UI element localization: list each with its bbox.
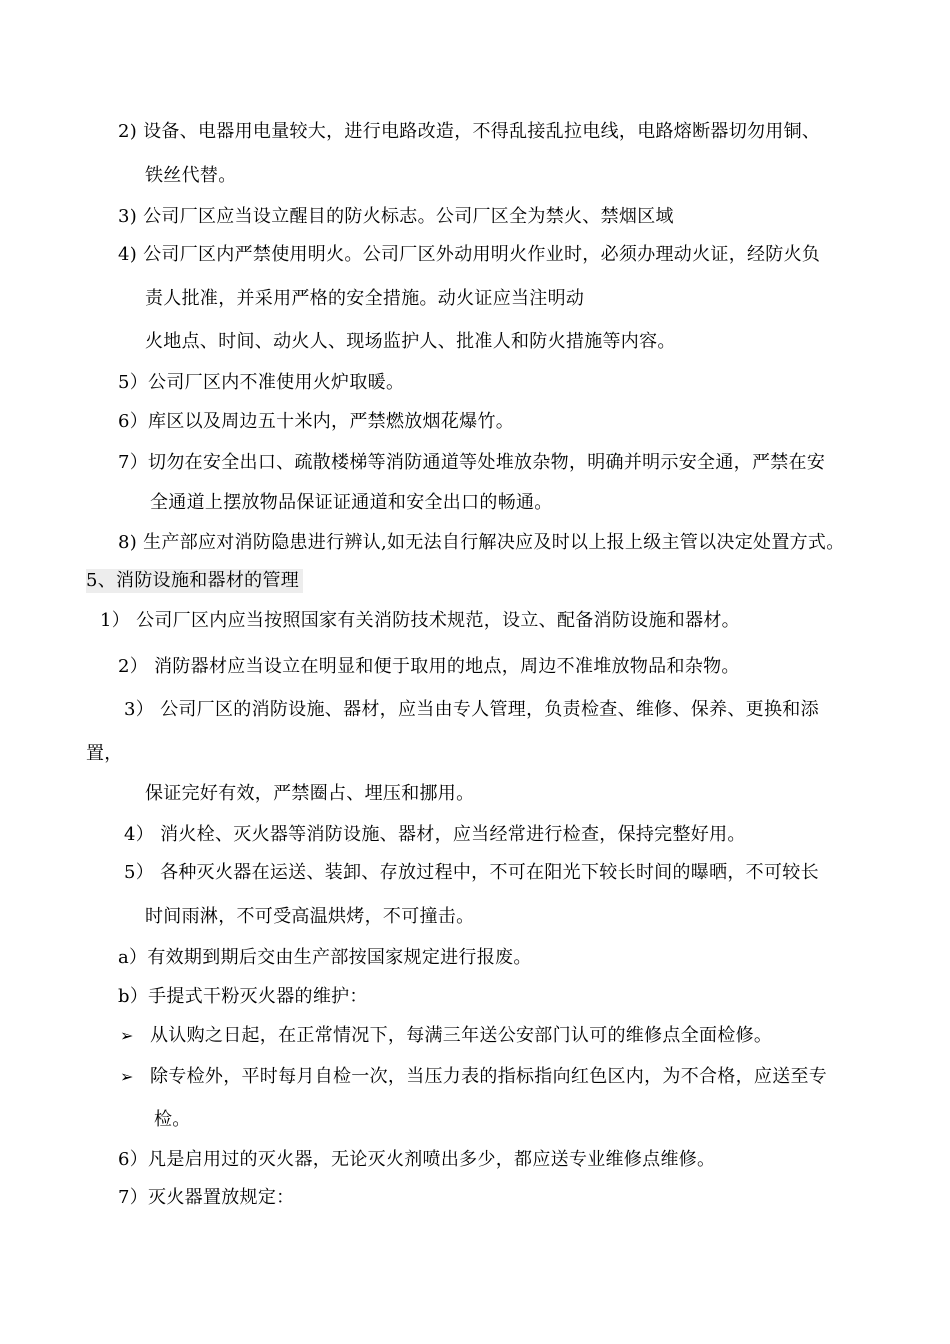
item-3-line-1: 3） 公司厂区的消防设施、器材，应当由专人管理，负责检查、维修、保养、更换和添 xyxy=(124,699,819,720)
rule-3: 3) 公司厂区应当设立醒目的防火标志。公司厂区全为禁火、禁烟区域 xyxy=(118,206,674,227)
rule-4-line-1: 4) 公司厂区内严禁使用明火。公司厂区外动用明火作业时，必须办理动火证，经防火负 xyxy=(118,244,821,265)
rule-5: 5）公司厂区内不准使用火炉取暖。 xyxy=(118,372,405,393)
bullet-item-2-text: 除专检外，平时每月自检一次，当压力表的指标指向红色区内，为不合格，应送至专 xyxy=(150,1066,828,1087)
item-1: 1） 公司厂区内应当按照国家有关消防技术规范，设立、配备消防设施和器材。 xyxy=(100,610,740,631)
rule-6: 6）库区以及周边五十米内，严禁燃放烟花爆竹。 xyxy=(118,411,515,432)
rule-2-line-1: 2) 设备、电器用电量较大，进行电路改造，不得乱接乱拉电线，电路熔断器切勿用铜、 xyxy=(118,121,821,142)
item-5-line-2: 时间雨淋，不可受高温烘烤，不可撞击。 xyxy=(145,906,475,927)
item-4: 4） 消火栓、灭火器等消防设施、器材，应当经常进行检查，保持完整好用。 xyxy=(124,824,746,845)
item-7: 7）灭火器置放规定： xyxy=(118,1187,295,1208)
rule-7-line-2: 全通道上摆放物品保证证通道和安全出口的畅通。 xyxy=(150,492,553,513)
item-2: 2） 消防器材应当设立在明显和便于取用的地点，周边不准堆放物品和杂物。 xyxy=(118,656,740,677)
item-3-line-3: 保证完好有效，严禁圈占、埋压和挪用。 xyxy=(145,783,475,804)
bullet-item-2 xyxy=(120,1065,827,1089)
bullet-item-1 xyxy=(120,1024,772,1048)
rule-4-line-2: 责人批准，并采用严格的安全措施。动火证应当注明动 xyxy=(145,288,585,309)
rule-4-line-3: 火地点、时间、动火人、现场监护人、批准人和防火措施等内容。 xyxy=(145,331,676,352)
item-b: b）手提式干粉灭火器的维护： xyxy=(118,986,368,1007)
rule-8: 8) 生产部应对消防隐患进行辨认,如无法自行解决应及时以上报上级主管以决定处置方式。 xyxy=(118,532,845,553)
item-6: 6）凡是启用过的灭火器，无论灭火剂喷出多少，都应送专业维修点维修。 xyxy=(118,1149,716,1170)
section-5-heading: 5、消防设施和器材的管理 xyxy=(86,569,303,593)
arrow-bullet-icon: ➢ xyxy=(120,1026,134,1045)
rule-2-line-2: 铁丝代替。 xyxy=(145,165,237,186)
bullet-item-2-continuation: 检。 xyxy=(154,1109,191,1130)
bullet-item-1-text: 从认购之日起，在正常情况下，每满三年送公安部门认可的维修点全面检修。 xyxy=(150,1025,773,1046)
item-5-line-1: 5） 各种灭火器在运送、装卸、存放过程中，不可在阳光下较长时间的曝晒，不可较长 xyxy=(124,862,819,883)
item-3-line-2: 置， xyxy=(86,743,123,764)
rule-7-line-1: 7）切勿在安全出口、疏散楼梯等消防通道等处堆放杂物，明确并明示安全通，严禁在安 xyxy=(118,452,826,473)
arrow-bullet-icon: ➢ xyxy=(120,1067,134,1086)
item-a: a）有效期到期后交由生产部按国家规定进行报废。 xyxy=(118,947,532,968)
